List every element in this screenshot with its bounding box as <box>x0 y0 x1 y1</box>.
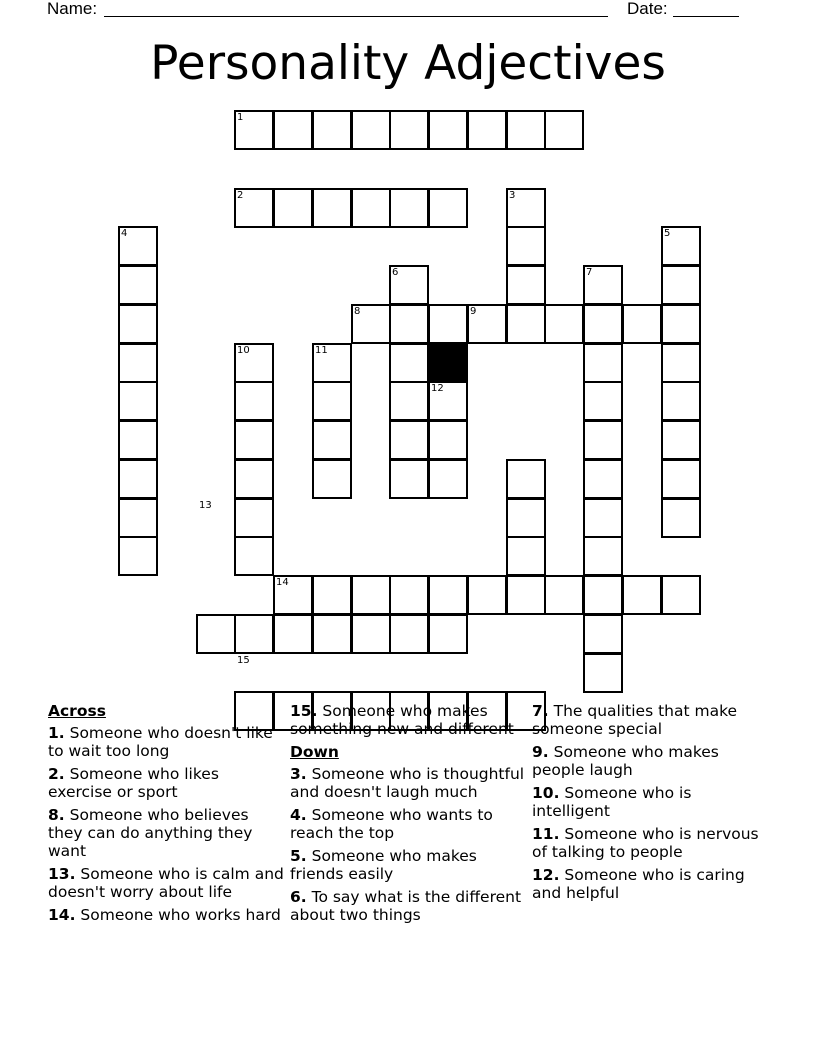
crossword-cell[interactable] <box>118 381 158 421</box>
clue-number: 2. <box>48 765 65 783</box>
clue-number-label: 9 <box>470 306 477 317</box>
clue-text: To say what is the different about two things <box>290 888 522 924</box>
clue-number-label: 15 <box>237 655 250 666</box>
clue-number: 13. <box>48 865 76 883</box>
crossword-cell[interactable] <box>506 304 546 344</box>
crossword-cell[interactable] <box>661 498 701 538</box>
page-title: Personality Adjectives <box>150 36 666 91</box>
clue-text: Someone who makes friends easily <box>290 847 477 883</box>
clue-item <box>290 847 528 883</box>
crossword-cell[interactable] <box>506 575 546 615</box>
clue-text: Someone who wants to reach the top <box>290 806 493 842</box>
crossword-cell[interactable] <box>506 265 546 305</box>
crossword-cell[interactable] <box>273 614 313 654</box>
crossword-cell[interactable] <box>506 459 546 499</box>
crossword-cell[interactable] <box>467 575 507 615</box>
clue-item <box>48 724 286 760</box>
date-line[interactable] <box>673 16 739 17</box>
crossword-cell[interactable] <box>389 110 429 150</box>
crossword-cell[interactable] <box>544 575 584 615</box>
worksheet-header <box>0 0 816 22</box>
clue-number: 15. <box>290 702 318 720</box>
clue-number: 1. <box>48 724 65 742</box>
crossword-cell[interactable] <box>312 420 352 460</box>
clue-text: Someone who likes exercise or sport <box>48 765 219 801</box>
clue-number: 9. <box>532 743 549 761</box>
clue-number: 14. <box>48 906 76 924</box>
crossword-cell[interactable] <box>583 498 623 538</box>
clue-number-label: 2 <box>237 190 244 201</box>
name-line[interactable] <box>104 16 608 17</box>
clue-item <box>290 806 528 842</box>
crossword-cell[interactable] <box>118 343 158 383</box>
crossword-cell[interactable] <box>428 110 468 150</box>
clue-number-label: 12 <box>431 383 444 394</box>
crossword-cell[interactable] <box>506 498 546 538</box>
crossword-cell[interactable] <box>234 459 274 499</box>
crossword-cell[interactable] <box>583 459 623 499</box>
crossword-cell[interactable] <box>118 459 158 499</box>
clue-item <box>532 784 770 820</box>
clue-number-label: 8 <box>354 306 361 317</box>
crossword-cell[interactable] <box>389 575 429 615</box>
crossword-cell[interactable] <box>389 614 429 654</box>
crossword-cell[interactable] <box>389 188 429 228</box>
crossword-cell[interactable] <box>118 498 158 538</box>
clue-text: Someone who believes they can do anything they want <box>48 806 253 860</box>
crossword-block-cell <box>428 343 468 383</box>
clue-item <box>48 806 286 860</box>
crossword-cell[interactable] <box>583 614 623 654</box>
crossword-cell[interactable] <box>273 188 313 228</box>
crossword-cell[interactable] <box>661 459 701 499</box>
crossword-cell[interactable] <box>506 110 546 150</box>
clues-column-3 <box>532 702 770 907</box>
crossword-cell[interactable] <box>312 110 352 150</box>
clue-number-label: 3 <box>509 190 516 201</box>
crossword-cell[interactable] <box>312 614 352 654</box>
crossword-cell[interactable] <box>661 381 701 421</box>
clue-number: 8. <box>48 806 65 824</box>
crossword-cell[interactable] <box>661 575 701 615</box>
clue-text: Someone who is thoughtful and doesn't laugh much <box>290 765 525 801</box>
crossword-cell[interactable] <box>273 110 313 150</box>
section-heading-down: Down <box>290 743 339 761</box>
clue-number: 5. <box>290 847 307 865</box>
clue-number: 3. <box>290 765 307 783</box>
clue-number-label: 4 <box>121 228 128 239</box>
crossword-cell[interactable] <box>622 304 662 344</box>
crossword-cell[interactable] <box>428 304 468 344</box>
crossword-cell[interactable] <box>118 265 158 305</box>
crossword-cell[interactable] <box>234 498 274 538</box>
name-label: Name: <box>47 0 98 18</box>
clue-number-label: 14 <box>276 577 289 588</box>
crossword-cell[interactable] <box>312 459 352 499</box>
crossword-cell[interactable] <box>312 381 352 421</box>
crossword-cell[interactable] <box>351 110 391 150</box>
crossword-cell[interactable] <box>196 614 236 654</box>
crossword-cell[interactable] <box>467 110 507 150</box>
clue-item <box>532 825 770 861</box>
clue-number-label: 1 <box>237 112 244 123</box>
crossword-cell[interactable] <box>351 614 391 654</box>
clue-item <box>532 743 770 779</box>
clue-number: 12. <box>532 866 560 884</box>
clue-text: Someone who makes people laugh <box>532 743 719 779</box>
crossword-cell[interactable] <box>583 536 623 576</box>
crossword-cell[interactable] <box>544 110 584 150</box>
clue-text: Someone who is nervous of talking to people <box>532 825 759 861</box>
clue-text: Someone who is calm and doesn't worry about life <box>48 865 284 901</box>
clue-number-label: 5 <box>664 228 671 239</box>
clue-number-label: 7 <box>586 267 593 278</box>
clue-item <box>48 765 286 801</box>
date-label: Date: <box>627 0 668 18</box>
crossword-cell[interactable] <box>118 536 158 576</box>
clues-column-1 <box>48 702 286 929</box>
clue-text: Someone who doesn't like to wait too long <box>48 724 273 760</box>
crossword-cell[interactable] <box>389 459 429 499</box>
clue-item <box>532 866 770 902</box>
section-heading-across: Across <box>48 702 106 720</box>
crossword-cell[interactable] <box>428 188 468 228</box>
clue-number: 10. <box>532 784 560 802</box>
crossword-cell[interactable] <box>351 575 391 615</box>
crossword-cell[interactable] <box>389 343 429 383</box>
clue-text: Someone who is caring and helpful <box>532 866 745 902</box>
crossword-cell[interactable] <box>583 575 623 615</box>
clue-item <box>48 906 286 924</box>
crossword-cell[interactable] <box>428 614 468 654</box>
clue-number-label: 13 <box>199 500 212 511</box>
crossword-cell[interactable] <box>661 420 701 460</box>
crossword-cell[interactable] <box>506 536 546 576</box>
crossword-cell[interactable] <box>312 188 352 228</box>
clue-text: The qualities that make someone special <box>532 702 738 738</box>
crossword-cell[interactable] <box>428 459 468 499</box>
crossword-cell[interactable] <box>389 304 429 344</box>
crossword-cell[interactable] <box>583 304 623 344</box>
crossword-cell[interactable] <box>428 420 468 460</box>
crossword-cell[interactable] <box>583 653 623 693</box>
clue-text: Someone who is intelligent <box>532 784 692 820</box>
crossword-cell[interactable] <box>428 575 468 615</box>
clue-number-label: 11 <box>315 345 328 356</box>
crossword-cell[interactable] <box>234 536 274 576</box>
crossword-cell[interactable] <box>118 420 158 460</box>
crossword-cell[interactable] <box>312 575 352 615</box>
crossword-cell[interactable] <box>118 304 158 344</box>
crossword-cell[interactable] <box>506 226 546 266</box>
crossword-cell[interactable] <box>234 420 274 460</box>
crossword-cell[interactable] <box>622 575 662 615</box>
crossword-cell[interactable] <box>234 614 274 654</box>
clue-text: Someone who makes something new and different <box>290 702 514 738</box>
clues-column-2 <box>290 702 528 929</box>
clue-number: 11. <box>532 825 560 843</box>
crossword-cell[interactable] <box>583 381 623 421</box>
crossword-cell[interactable] <box>389 420 429 460</box>
crossword-cell[interactable] <box>544 304 584 344</box>
crossword-cell[interactable] <box>661 343 701 383</box>
crossword-cell[interactable] <box>234 381 274 421</box>
clue-item <box>48 865 286 901</box>
clue-item <box>290 888 528 924</box>
clue-number: 4. <box>290 806 307 824</box>
crossword-cell[interactable] <box>661 304 701 344</box>
crossword-cell[interactable] <box>583 343 623 383</box>
clue-item <box>290 702 528 738</box>
clue-number: 6. <box>290 888 307 906</box>
clue-item <box>290 765 528 801</box>
crossword-cell[interactable] <box>389 381 429 421</box>
crossword-cell[interactable] <box>583 420 623 460</box>
clue-item <box>532 702 770 738</box>
crossword-cell[interactable] <box>661 265 701 305</box>
clue-number: 7. <box>532 702 549 720</box>
clue-number-label: 10 <box>237 345 250 356</box>
clue-text: Someone who works hard <box>75 906 281 924</box>
clue-number-label: 6 <box>392 267 399 278</box>
crossword-cell[interactable] <box>351 188 391 228</box>
